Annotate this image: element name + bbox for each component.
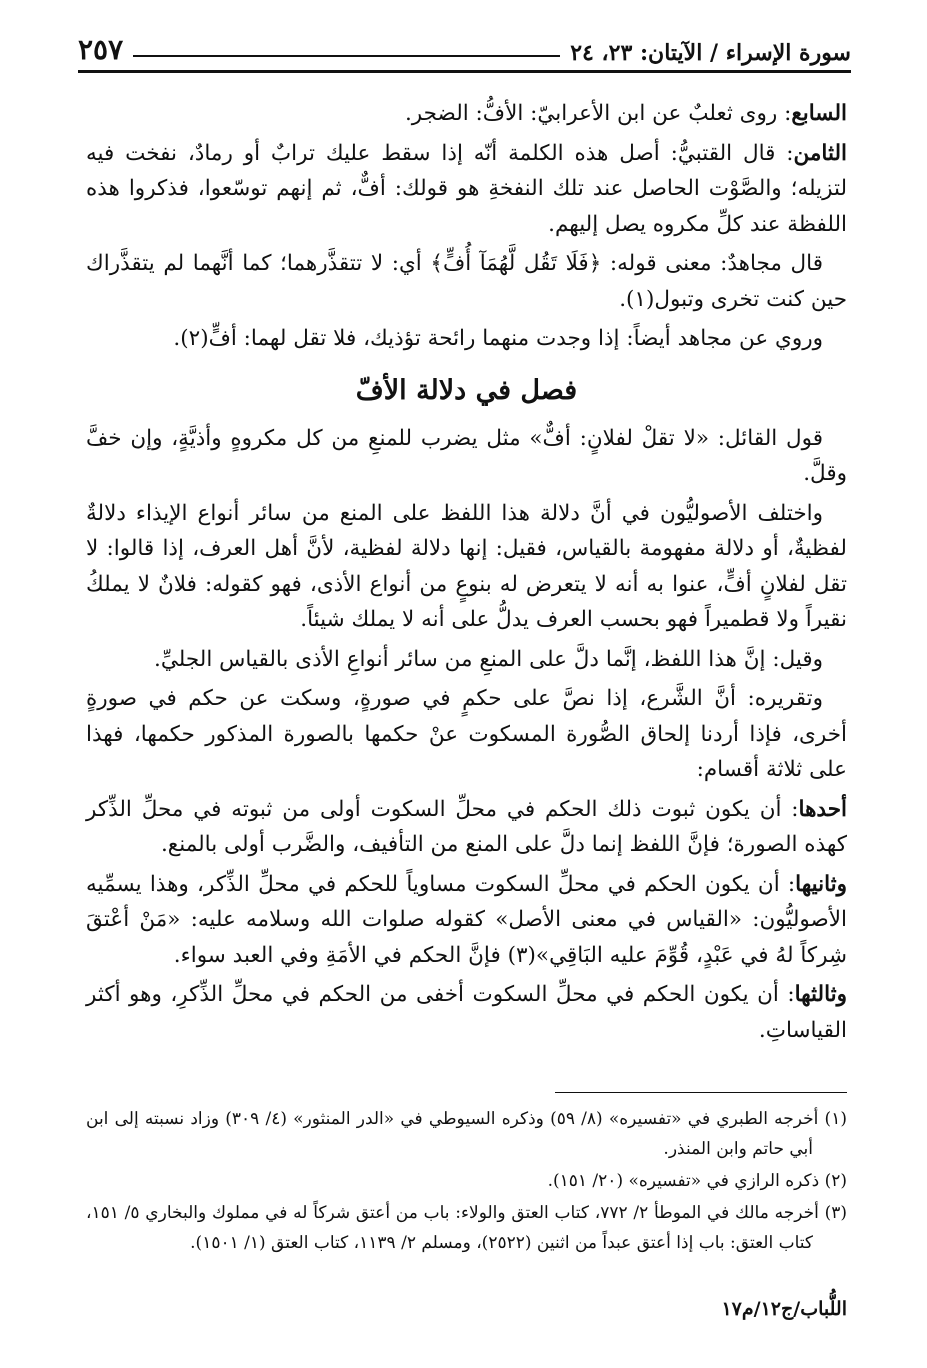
footnotes bbox=[86, 1104, 847, 1260]
paragraph-text: : روى ثعلبٌ عن ابن الأعرابيّ: الأفُّ: الضجر. bbox=[404, 101, 792, 126]
header-rule bbox=[78, 70, 851, 73]
paragraph: قول القائل: «لا تقلْ لفلانٍ: أفٌّ» مثل يضرب للمنعِ من كل مكروهٍ وأذيَّةٍ، وإن خفَّ وقلَّ. bbox=[86, 425, 847, 486]
footnote: (٣) أخرجه مالك في الموطأ ٢/ ٧٧٢، كتاب العتق والولاء: باب من أعتق شركاً له في مملوك والبخاري ٥/ ١٥١، كتاب العتق: باب إذا أعتق عبداً من اثنين (٢٥٢٢)، ومسلم ٢/ ١١٣٩، كتاب العتق (١/ ١٥٠١). bbox=[86, 1203, 847, 1253]
footnote-separator bbox=[555, 1092, 847, 1093]
paragraph: قال مجاهدٌ: معنى قوله: ﴿فَلَا تَقُل لَّهُمَآ أُفٍّ﴾ أي: لا تتقذَّرهما؛ كما أنَّهما لم يتقذَّراك حين كنت تخرى وتبول(١). bbox=[86, 251, 847, 312]
paragraph bbox=[86, 792, 847, 863]
paragraph bbox=[86, 867, 847, 974]
paragraph bbox=[86, 96, 847, 132]
paragraph: وروي عن مجاهد أيضاً: إذا وجدت منهما رائحة تؤذيك، فلا تقل لهما: أفٍّ(٢). bbox=[173, 326, 823, 351]
section-heading: فصل في دلالة الأفّ bbox=[355, 374, 578, 406]
paragraph-term: وثانيها bbox=[795, 871, 847, 897]
footnote: (١) أخرجه الطبري في «تفسيره» (٨/ ٥٩) وذكره السيوطي في «الدر المنثور» (٤/ ٣٠٩) وزاد نسبته إلى ابن أبي حاتم وابن المنذر. bbox=[86, 1109, 847, 1159]
page-number: ٢٥٧ bbox=[78, 33, 124, 66]
paragraph: واختلف الأصوليُّون في أنَّ دلالة هذا اللفظ على المنع من سائر أنواع الإيذاء دلالةٌ لفظيةٌ، أو دلالة مفهومة بالقياس، فقيل: إنها دلالة لفظية، لأنَّ أهل العرف، إذا قالوا: لا تقل لفلانٍ أفٍّ، عنوا به أنه لا يتعرض له بنوعٍ من أنواع الأذى، فهو كقوله: فلانٌ لا يملكُ نقيراً ولا قطميراً فهو بحسب العرف يدلُّ على أنه لا يملك شيئاً. bbox=[86, 500, 847, 632]
footnote: (٢) ذكره الرازي في «تفسيره» (٢٠/ ١٥١). bbox=[547, 1171, 847, 1191]
main-text bbox=[86, 96, 847, 1052]
paragraph-text: : أن يكون الحكم في محلِّ السكوت مساوياً للحكم في محلِّ الذِّكر، وهذا يسمِّيه الأصوليُّون: «القياس في معنى الأصل» كقوله صلوات الله وسلامه عليه: «مَنْ أعْتقَ شِركاً لهُ في عَبْدٍ، قُوِّمَ عليه البَاقِي»(٣) فإنَّ الحكم في الأمَةِ وفي العبد سواء. bbox=[86, 871, 847, 968]
paragraph bbox=[86, 977, 847, 1048]
paragraph-term: وثالثها bbox=[794, 982, 847, 1007]
paragraph: وقيل: إنَّ هذا اللفظ، إنَّما دلَّ على المنعِ من سائر أنواعِ الأذى بالقياس الجليِّ. bbox=[154, 646, 823, 672]
paragraph-text: : قال القتبيُّ: أصل هذه الكلمة أنّه إذا سقط عليك ترابٌ أو رمادٌ، نفخت فيه لتزيله؛ والصَّوْت الحاصل عند تلك النفخةِ هو قولك: أفٌّ، ثم إنهم توسّعوا، فذكروا هذه اللفظة عند كلِّ مكروه يصل إليهم. bbox=[86, 140, 847, 237]
paragraph-text: : أن يكون الحكم في محلِّ السكوت أخفى من الحكم في محلِّ الذِّكرِ، وهو أكثر القياساتِ. bbox=[86, 982, 847, 1043]
signature-mark: اللُّباب/ج١٢/م١٧ bbox=[721, 1298, 847, 1320]
paragraph-term: الثامن bbox=[793, 140, 847, 166]
paragraph: وتقريره: أنَّ الشَّرع، إذا نصَّ على حكمٍ في صورةٍ، وسكت عن حكم في صورةٍ أخرى، فإذا أردنا إلحاق الصُّورة المسكوت عنْ حكمها بالصورة المذكور حكمها، فهذا على ثلاثة أقسام: bbox=[86, 686, 847, 782]
paragraph bbox=[86, 136, 847, 243]
header-fill-line bbox=[133, 55, 560, 57]
page-header bbox=[78, 26, 851, 66]
running-title: سورة الإسراء / الآيتان: ٢٣، ٢٤ bbox=[570, 40, 851, 66]
paragraph-term: السابع bbox=[791, 101, 847, 126]
paragraph-term: أحدها bbox=[798, 796, 847, 822]
paragraph-text: : أن يكون ثبوت ذلك الحكم في محلِّ السكوت أولى من ثبوته في محلِّ الذِّكر كهذه الصورة؛ فإنَّ اللفظ إنما دلَّ على المنع من التأفيف، والضَّرب أولى بالمنع. bbox=[86, 796, 847, 857]
